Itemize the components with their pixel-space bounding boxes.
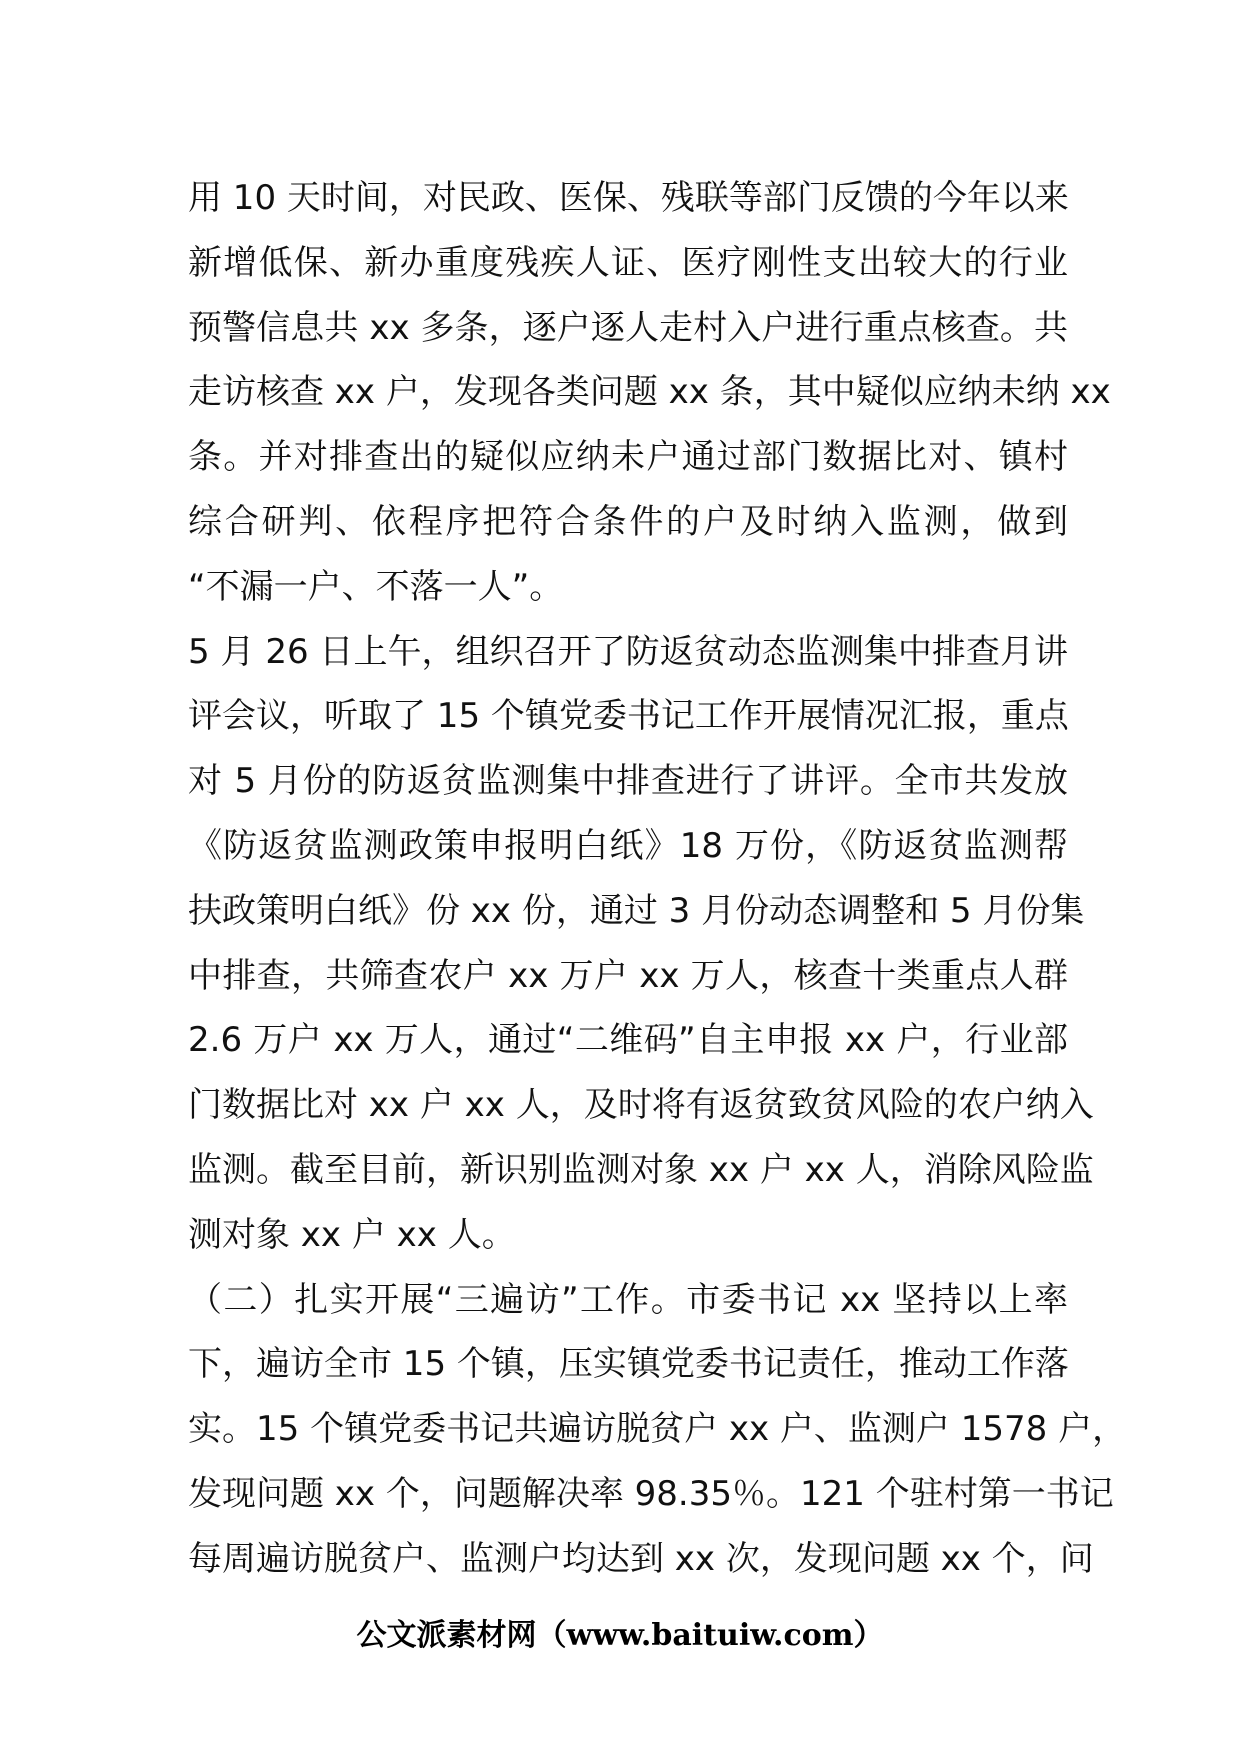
text-line: 综合研判、依程序把符合条件的户及时纳入监测，做到 (188, 501, 1068, 542)
text-line: “不漏一户、不落一人”。 (188, 566, 564, 607)
text-line: 门数据比对 xx 户 xx 人，及时将有返贫致贫风险的农户纳入 (188, 1085, 1094, 1126)
text-line: 下，遍访全市 15 个镇，压实镇党委书记责任，推动工作落 (188, 1344, 1069, 1385)
text-line: 扶政策明白纸》份 xx 份，通过 3 月份动态调整和 5 月份集 (188, 890, 1085, 931)
text-line: 条。并对排查出的疑似应纳未户通过部门数据比对、镇村 (188, 437, 1068, 478)
text-line: 用 10 天时间，对民政、医保、残联等部门反馈的今年以来 (188, 178, 1069, 218)
text-line: 《防返贫监测政策申报明白纸》18 万份，《防返贫监测帮 (188, 825, 1068, 866)
text-line: 监测。截至目前，新识别监测对象 xx 户 xx 人，消除风险监 (188, 1149, 1094, 1190)
text-line: 5 月 26 日上午，组织召开了防返贫动态监测集中排查月讲 (188, 631, 1068, 672)
text-line: 新增低保、新办重度残疾人证、医疗刚性支出较大的行业 (188, 242, 1068, 283)
text-line: 评会议，听取了 15 个镇党委书记工作开展情况汇报，重点 (188, 696, 1069, 737)
text-line: 预警信息共 xx 多条，逐户逐人走村入户进行重点核查。共 (188, 307, 1068, 348)
text-line: 每周遍访脱贫户、监测户均达到 xx 次，发现问题 xx 个，问 (188, 1538, 1094, 1579)
text-line: （二）扎实开展“三遍访”工作。市委书记 xx 坚持以上率 (188, 1279, 1068, 1320)
text-line: 走访核查 xx 户，发现各类问题 xx 条，其中疑似应纳未纳 xx (188, 372, 1111, 413)
page-footer: 公文派素材网（www.baituiw.com） (356, 1618, 884, 1653)
text-line: 对 5 月份的防返贫监测集中排查进行了讲评。全市共发放 (188, 761, 1068, 802)
text-line: 实。15 个镇党委书记共遍访脱贫户 xx 户、监测户 1578 户， (188, 1409, 1127, 1450)
text-line: 2.6 万户 xx 万人，通过“二维码”自主申报 xx 户，行业部 (188, 1020, 1068, 1061)
text-line: 中排查，共筛查农户 xx 万户 xx 万人，核查十类重点人群 (188, 955, 1068, 996)
document-body (188, 166, 1127, 1592)
text-line: 测对象 xx 户 xx 人。 (188, 1214, 516, 1255)
text-line: 发现问题 xx 个，问题解决率 98.35％。121 个驻村第一书记 (188, 1473, 1114, 1514)
